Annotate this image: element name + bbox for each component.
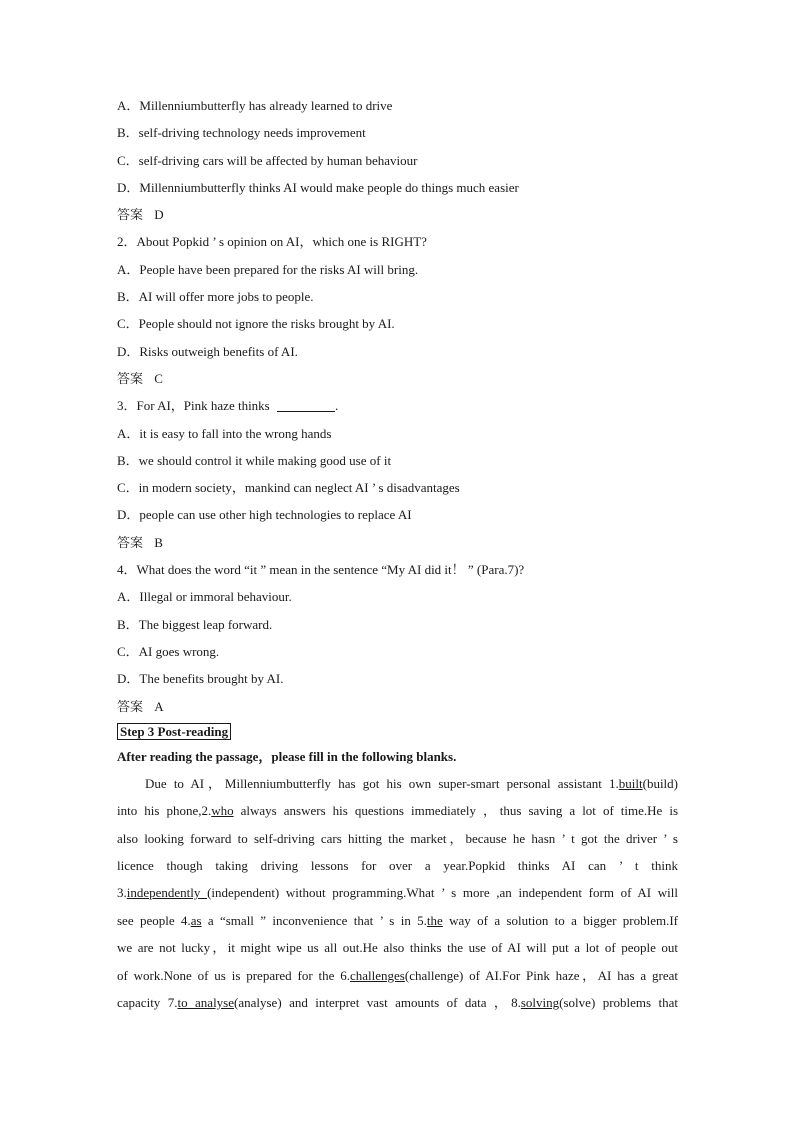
q2-option-b: B．AI will offer more jobs to people.	[117, 289, 314, 305]
question-3	[117, 392, 678, 556]
q3-stem	[117, 392, 678, 419]
passage-text: (solve) problems that	[559, 994, 679, 1010]
passage-line	[117, 907, 678, 934]
passage-text: way of a solution to a bigger problem.If	[442, 912, 678, 928]
step3-heading-box: Step 3 Post-reading	[117, 723, 231, 740]
passage-text: 3.	[117, 885, 127, 901]
answer-independently: independently	[126, 885, 208, 901]
q3-option-b: B．we should control it while making good use of it	[117, 452, 392, 468]
question-4	[117, 556, 678, 720]
passage-line	[117, 989, 678, 1016]
passage-text: a “small ” inconvenience that ’ s in 5.	[201, 912, 427, 928]
passage-text: into his phone,2.	[117, 803, 212, 819]
q3-option-d: D．people can use other high technologies to replace AI	[117, 507, 412, 523]
q2-option-c: C．People should not ignore the risks brought by AI.	[117, 316, 395, 332]
question-2	[117, 228, 678, 392]
answer-solving: solving	[520, 994, 560, 1010]
q4-stem: 4．What does the word “it ” mean in the sentence “My AI did it！ ” (Para.7)?	[117, 562, 525, 578]
passage-text: see people 4.	[117, 912, 191, 928]
answer-the: the	[426, 912, 443, 928]
answer-label: 答案	[117, 698, 144, 714]
answer-built: built	[618, 775, 643, 791]
passage-line	[117, 797, 678, 824]
passage-text: of work.None of us is prepared for the 6.	[117, 967, 350, 983]
q4-option-b: B．The biggest leap forward.	[117, 616, 273, 632]
q2-stem: 2．About Popkid ’ s opinion on AI，which one is RIGHT?	[117, 234, 427, 250]
step3-heading	[117, 720, 678, 744]
q3-stem-end: .	[335, 398, 339, 414]
passage-line	[117, 879, 678, 906]
q1-option-c: C．self-driving cars will be affected by human behaviour	[117, 152, 418, 168]
q3-option-a: A．it is easy to fall into the wrong hands	[117, 425, 332, 441]
answer-value: A	[154, 698, 164, 714]
q1-answer	[117, 201, 678, 228]
q1-option-d: D．Millenniumbutterfly thinks AI would make people do things much easier	[117, 179, 519, 195]
passage-line: also looking forward to self-driving cars hitting the market，because he hasn ’ t got the driver ’ s	[117, 830, 678, 846]
answer-challenges: challenges	[350, 967, 405, 983]
answer-label: 答案	[117, 534, 144, 550]
passage-text: (build)	[642, 775, 678, 791]
q2-option-d: D．Risks outweigh benefits of AI.	[117, 343, 298, 359]
answer-label: 答案	[117, 207, 144, 223]
passage-text: (independent) without programming.What ’ s more ,an independent form of AI will	[207, 885, 678, 901]
q4-option-d: D．The benefits brought by AI.	[117, 671, 284, 687]
answer-value: C	[154, 370, 163, 386]
fill-blank	[277, 397, 335, 412]
passage-text: (challenge) of AI.For Pink haze，AI has a great	[404, 967, 678, 983]
answer-as: as	[190, 912, 202, 928]
q1-option-a: A．Millenniumbutterfly has already learned to drive	[117, 98, 393, 113]
passage-line: licence though taking driving lessons for over a year.Popkid thinks AI can ’ t think	[117, 858, 678, 873]
answer-who: who	[211, 803, 234, 819]
answer-value: D	[154, 207, 164, 223]
passage-text: always answers his questions immediately ，thus saving a lot of time.He is	[233, 803, 679, 819]
q4-answer	[117, 693, 678, 720]
q1-option-b: B．self-driving technology needs improvement	[117, 125, 366, 141]
step3-passage	[117, 770, 678, 1017]
question-1	[117, 92, 678, 228]
q3-answer	[117, 529, 678, 556]
answer-to-analyse: to analyse	[177, 994, 235, 1010]
q2-option-a: A．People have been prepared for the risks AI will bring.	[117, 261, 419, 277]
passage-line	[117, 962, 678, 989]
step3-instruction: After reading the passage，please fill in the following blanks.	[117, 748, 457, 764]
passage-line: we are not lucky，it might wipe us all out.He also thinks the use of AI will put a lot of people out	[117, 940, 678, 956]
q2-answer	[117, 365, 678, 392]
passage-text: capacity 7.	[117, 994, 178, 1010]
q4-option-c: C．AI goes wrong.	[117, 643, 220, 659]
q3-stem-text: 3．For AI，Pink haze thinks	[117, 398, 273, 414]
q4-option-a: A．Illegal or immoral behaviour.	[117, 589, 292, 605]
answer-value: B	[154, 534, 163, 550]
document-page	[117, 92, 678, 1016]
answer-label: 答案	[117, 370, 144, 386]
passage-text: (analyse) and interpret vast amounts of data ，8.	[234, 994, 521, 1010]
q3-option-c: C．in modern society，mankind can neglect AI ’ s disadvantages	[117, 480, 460, 496]
passage-line	[117, 770, 678, 797]
passage-text: Due to AI，Millenniumbutterfly has got his own super-smart personal assistant 1.	[145, 775, 619, 791]
